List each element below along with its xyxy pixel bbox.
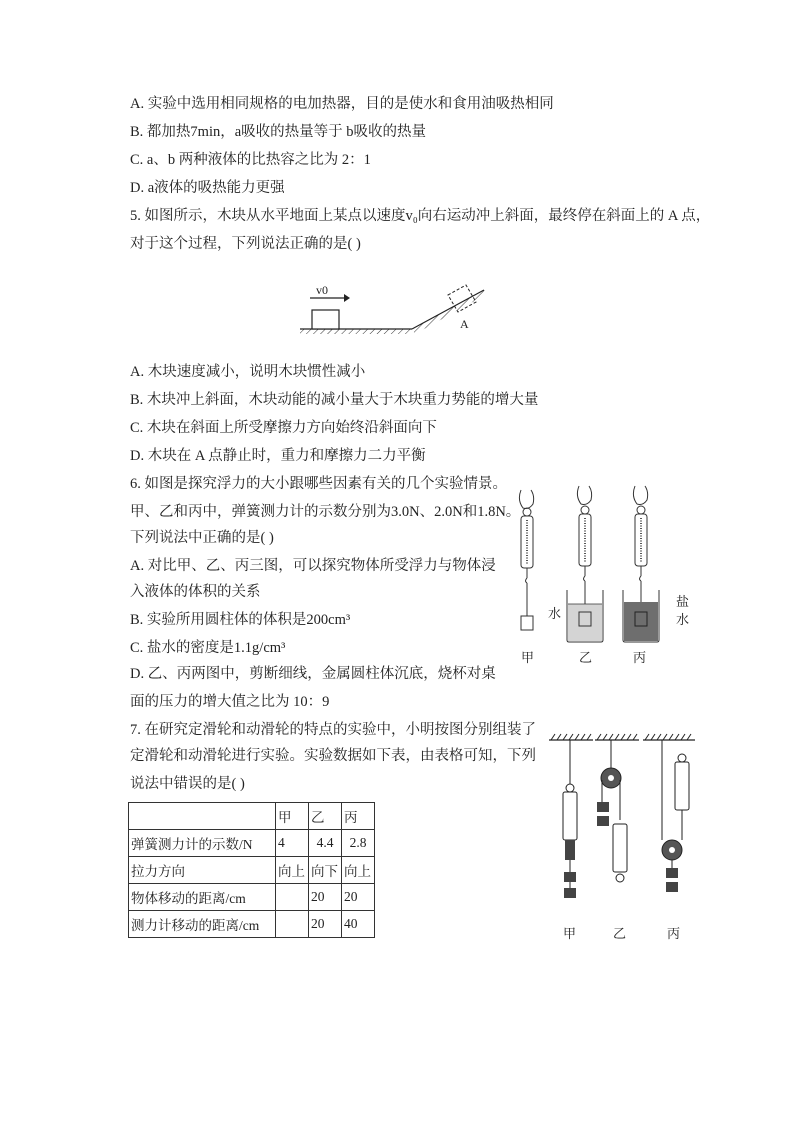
- q6-option-d-line1: D. 乙、丙两图中，剪断细线，金属圆柱体沉底，烧杯对桌: [130, 666, 496, 682]
- table-cell: [276, 911, 309, 938]
- table-row: [129, 830, 375, 857]
- q7-line2: 定滑轮和动滑轮进行实验。实验数据如下表，由表格可知，下列: [130, 748, 536, 764]
- q5-slope-figure: [290, 258, 490, 340]
- point-a-label: A: [460, 317, 469, 331]
- label-jia: 甲: [521, 650, 535, 665]
- q7-pulley-figure: [545, 728, 725, 948]
- setup-bing-pulley: [662, 740, 689, 941]
- label-yi: 乙: [579, 650, 593, 665]
- q5-option-c: C. 木块在斜面上所受摩擦力方向始终沿斜面向下: [130, 420, 437, 436]
- table-cell: 物体移动的距离/cm: [129, 884, 276, 911]
- q5-option-a: A. 木块速度减小，说明木块惯性减小: [130, 364, 366, 380]
- q4-option-d: D. a液体的吸热能力更强: [130, 180, 285, 196]
- q6-buoyancy-figure: [505, 482, 705, 672]
- table-cell: 弹簧测力计的示数/N: [129, 830, 276, 857]
- q6-option-c: C. 盐水的密度是1.1g/cm³: [130, 640, 286, 656]
- table-cell: 20: [309, 884, 342, 911]
- ceiling-bing: [643, 734, 695, 740]
- q4-option-b: B. 都加热7min，a吸收的热量等于 b吸收的热量: [130, 124, 427, 140]
- table-cell: 向上: [342, 857, 375, 884]
- table-cell: 乙: [309, 803, 342, 830]
- table-cell: 丙: [342, 803, 375, 830]
- table-cell: [129, 803, 276, 830]
- q4-option-a: A. 实验中选用相同规格的电加热器，目的是使水和食用油吸热相同: [130, 96, 554, 112]
- salt-label-1: 盐: [676, 594, 690, 609]
- table-cell: 40: [342, 911, 375, 938]
- setup-yi-pulley: [597, 740, 627, 941]
- table-cell: 测力计移动的距离/cm: [129, 911, 276, 938]
- table-cell: 向上: [276, 857, 309, 884]
- table-cell: 拉力方向: [129, 857, 276, 884]
- q6-option-b: B. 实验所用圆柱体的体积是200cm³: [130, 612, 351, 628]
- table-cell: [276, 884, 309, 911]
- velocity-label: v0: [316, 283, 328, 297]
- q5-stem-line1: 5. 如图所示，木块从水平地面上某点以速度v₀向右运动冲上斜面，最终停在斜面上的 A 点，: [130, 208, 711, 224]
- table-cell: 甲: [276, 803, 309, 830]
- table-row: [129, 911, 375, 938]
- table-cell: 向下: [309, 857, 342, 884]
- table-cell: 20: [309, 911, 342, 938]
- table-row: [129, 857, 375, 884]
- water-label: 水: [548, 606, 562, 621]
- table-cell: 4.4: [309, 830, 342, 857]
- salt-label-2: 水: [676, 612, 690, 627]
- setup-yi: [548, 486, 603, 665]
- q4-option-c: C. a、b 两种液体的比热容之比为 2：1: [130, 152, 371, 168]
- q6-option-d-line2: 面的压力的增大值之比为 10：9: [130, 694, 330, 710]
- q6-line2: 甲、乙和丙中，弹簧测力计的示数分别为3.0N、2.0N和1.8N。: [130, 504, 521, 520]
- q7-line1: 7. 在研究定滑轮和动滑轮的特点的实验中，小明按图分别组装了: [130, 722, 536, 738]
- label-bing: 丙: [633, 650, 647, 665]
- q6-line1: 6. 如图是探究浮力的大小跟哪些因素有关的几个实验情景。: [130, 476, 507, 492]
- q5-stem-line2: 对于这个过程，下列说法正确的是( ): [130, 236, 361, 252]
- q5-option-d: D. 木块在 A 点静止时，重力和摩擦力二力平衡: [130, 448, 426, 464]
- label-jia: 甲: [563, 926, 577, 941]
- table-row: [129, 884, 375, 911]
- setup-jia-pulley: [563, 740, 577, 941]
- q6-line3: 下列说法中正确的是( ): [130, 530, 274, 546]
- q7-data-table: [128, 802, 375, 938]
- q5-option-b: B. 木块冲上斜面，木块动能的减小量大于木块重力势能的增大量: [130, 392, 539, 408]
- q7-line3: 说法中错误的是( ): [130, 776, 245, 792]
- q6-option-a-line2: 入液体的体积的关系: [130, 584, 261, 600]
- label-bing: 丙: [667, 926, 681, 941]
- wood-block: [312, 310, 339, 329]
- label-yi: 乙: [613, 926, 627, 941]
- ceiling-jia: [549, 734, 593, 740]
- q6-option-a-line1: A. 对比甲、乙、丙三图，可以探究物体所受浮力与物体浸: [130, 558, 496, 574]
- table-cell: 2.8: [342, 830, 375, 857]
- table-cell: 4: [276, 830, 309, 857]
- table-cell: 20: [342, 884, 375, 911]
- setup-jia: [519, 490, 534, 665]
- setup-bing: [623, 486, 689, 665]
- table-row: [129, 803, 375, 830]
- ceiling-yi: [595, 734, 639, 740]
